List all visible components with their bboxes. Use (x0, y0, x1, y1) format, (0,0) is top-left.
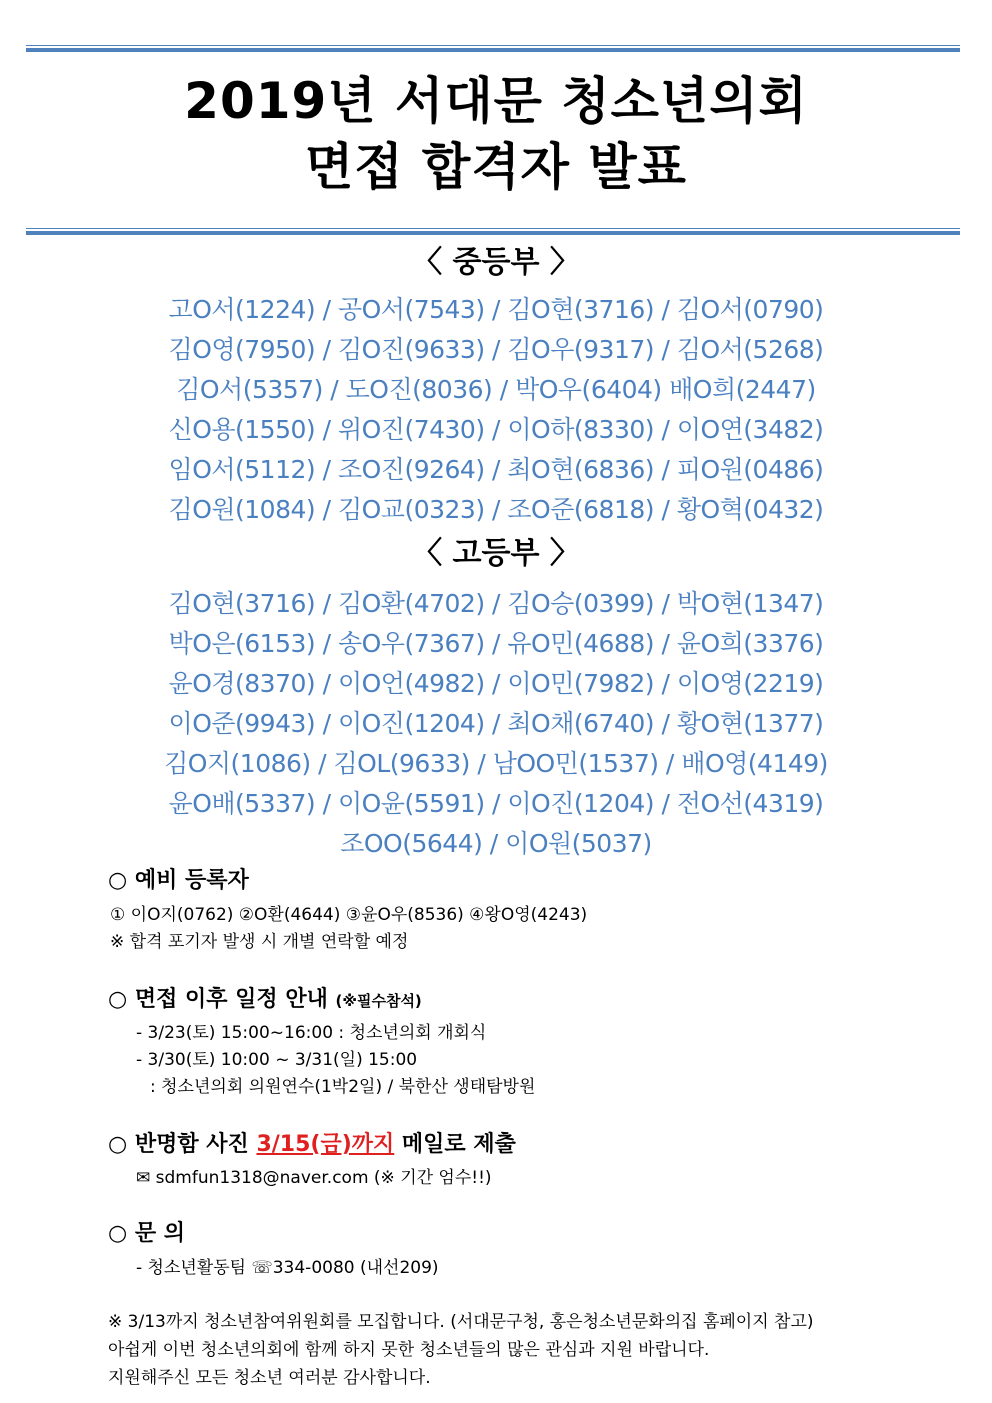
schedule-heading-text: ○ 면접 이후 일정 안내 (108, 987, 328, 1012)
schedule-required-note: (※필수참석) (335, 992, 422, 1010)
footer-line-1: ※ 3/13까지 청소년참여위원회를 모집합니다. (서대문구청, 홍은청소년문화의집 홈페이지 참고) (108, 1312, 814, 1332)
email-address[interactable]: ✉ sdmfun1318@naver.com (※ 기간 엄수!!) (136, 1168, 492, 1188)
top-rule (26, 45, 960, 52)
name-row: 조OO(5644) / 이O원(5037) (340, 829, 652, 858)
footer-line-3: 지원해주신 모든 청소년 여러분 감사합니다. (108, 1368, 431, 1388)
footer-line-2: 아쉽게 이번 청소년의회에 함께 하지 못한 청소년들의 많은 관심과 지원 바랍니다. (108, 1340, 710, 1360)
high-school-names (0, 584, 992, 864)
schedule-heading (108, 985, 422, 1016)
title-bottom-rule (26, 228, 960, 235)
photo-heading-pre: ○ 반명함 사진 (108, 1132, 257, 1157)
page-title-line1: 2019년 서대문 청소년의회 (184, 72, 808, 130)
schedule-item-2: - 3/30(토) 10:00 ~ 3/31(일) 15:00 (136, 1050, 418, 1070)
inquiry-heading: ○ 문 의 (108, 1221, 186, 1246)
reserve-list: ① 이O지(0762) ②O환(4644) ③윤O우(8536) ④왕O영(4243) (110, 905, 588, 925)
photo-heading (108, 1130, 516, 1160)
middle-school-heading: 〈 중등부 〉 (412, 245, 580, 280)
reserve-heading: ○ 예비 등록자 (108, 868, 249, 893)
schedule-item-2-detail: : 청소년의회 의원연수(1박2일) / 북한산 생태탐방원 (150, 1077, 536, 1097)
photo-deadline: 3/15(금)까지 (256, 1132, 395, 1157)
name-row: 이O준(9943) / 이O진(1204) / 최O채(6740) / 황O현(1377) (168, 709, 824, 738)
name-row: 고O서(1224) / 공O서(7543) / 김O현(3716) / 김O서(0790) (168, 295, 824, 324)
name-row: 김O지(1086) / 김OL(9633) / 남OO민(1537) / 배O영(4149) (164, 749, 828, 778)
name-row: 박O은(6153) / 송O우(7367) / 유O민(4688) / 윤O희(3376) (168, 629, 824, 658)
name-row: 김O서(5357) / 도O진(8036) / 박O우(6404) 배O희(2447) (176, 375, 816, 404)
high-school-heading: 〈 고등부 〉 (412, 536, 580, 571)
middle-school-names (0, 290, 992, 530)
name-row: 김O현(3716) / 김O환(4702) / 김O승(0399) / 박O현(1347) (168, 589, 824, 618)
name-row: 신O용(1550) / 위O진(7430) / 이O하(8330) / 이O연(3482) (168, 415, 824, 444)
name-row: 윤O배(5337) / 이O윤(5591) / 이O진(1204) / 전O선(4319) (168, 789, 824, 818)
name-row: 윤O경(8370) / 이O언(4982) / 이O민(7982) / 이O영(2219) (168, 669, 824, 698)
page-title-line2: 면접 합격자 발표 (305, 138, 687, 196)
reserve-note: ※ 합격 포기자 발생 시 개별 연락할 예정 (110, 932, 409, 952)
inquiry-contact: - 청소년활동팀 ☏334-0080 (내선209) (136, 1258, 439, 1278)
schedule-item-1: - 3/23(토) 15:00~16:00 : 청소년의회 개회식 (136, 1023, 487, 1043)
name-row: 임O서(5112) / 조O진(9264) / 최O현(6836) / 피O원(0486) (168, 455, 824, 484)
name-row: 김O원(1084) / 김O교(0323) / 조O준(6818) / 황O혁(0432) (168, 495, 824, 524)
name-row: 김O영(7950) / 김O진(9633) / 김O우(9317) / 김O서(5268) (168, 335, 824, 364)
photo-heading-post: 메일로 제출 (394, 1132, 516, 1157)
